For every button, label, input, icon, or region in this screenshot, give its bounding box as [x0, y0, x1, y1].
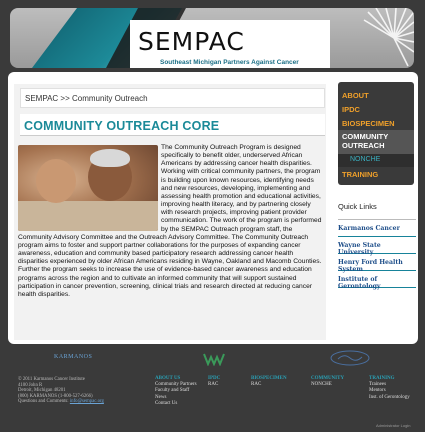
footer-link[interactable]: Community Partners: [155, 382, 197, 388]
quick-link-henry-ford[interactable]: Henry Ford Health System: [338, 254, 416, 271]
breadcrumb[interactable]: SEMPAC >> Community Outreach: [20, 88, 325, 108]
quick-links-title: Quick Links: [338, 200, 416, 220]
footer-col-ipdc: [208, 376, 220, 388]
contact-email-link[interactable]: info@sempac.org: [69, 399, 104, 405]
site-tagline: Southeast Michigan Partners Against Cancer: [160, 59, 299, 66]
sunburst-graphic: [324, 8, 414, 68]
quick-links: [338, 200, 416, 288]
footer-link[interactable]: Faculty and Staff: [155, 388, 190, 394]
nav-item-ipdc[interactable]: IPDC: [342, 105, 360, 114]
footer-col-about: [155, 376, 197, 407]
footer-address: [18, 377, 104, 405]
footer-heading[interactable]: BIOSPECIMEN: [251, 376, 287, 381]
footer-heading[interactable]: IPDC: [208, 376, 221, 381]
footer-link[interactable]: Inst. of Gerontology: [369, 394, 410, 400]
body-paragraph-text: The Community Outreach Program is designed specifically to benefit older, underserved African Americans by addressing cancer health disparities. Working with critical community partners, the program is building upon known resources, identifying needs and new resources, developing, implementing and assessing health promotion and educational activities, improving health literacy, and by partnering closely with research projects, improving patient provider communication. The work of the program is performed by the SEMPAC Outreach program staff, the Community Advisory Committee and the Outreach Advisory Committee. The Community Outreach program aims to foster and support partner collaborations for the purposes of expanding cancer awareness, education and community based participatory research addressing cancer health disparities experienced by older African Americans residing in Wayne, Oakland and Macomb Counties. Further the program seeks to increase the use of evidence-based cancer awareness and education programs across the region and to cultivate an informed community that will support sustained participation in cancer prevention, screening, clinical trials and research directed at reducing cancer health disparities.: [18, 144, 322, 298]
nav-item-biospecimen[interactable]: BIOSPECIMEN: [342, 119, 395, 128]
henry-ford-logo[interactable]: [330, 350, 370, 366]
footer-link[interactable]: Mentors: [369, 388, 386, 394]
quick-link-karmanos[interactable]: Karmanos Cancer: [338, 220, 416, 237]
footer-link[interactable]: News: [155, 394, 167, 400]
address-line: 4100 John R: [18, 382, 43, 388]
footer-heading[interactable]: TRAINING: [369, 376, 395, 381]
nav-item-training[interactable]: TRAINING: [342, 170, 379, 179]
address-line: © 2011 Karmanos Cancer Institute: [18, 377, 85, 382]
title-bar: [20, 114, 325, 136]
footer-link[interactable]: Trainees: [369, 382, 387, 388]
quick-link-gerontology[interactable]: Institute of Gerontology: [338, 271, 416, 288]
site-footer: [8, 350, 418, 420]
nav-item-community-outreach[interactable]: COMMUNITY OUTREACH: [338, 130, 414, 154]
site-header: [10, 8, 414, 68]
footer-link[interactable]: Contact Us: [155, 400, 178, 406]
content-area: [14, 84, 326, 340]
footer-link[interactable]: RAC: [251, 382, 262, 388]
footer-col-training: [369, 376, 410, 401]
nav-item-about[interactable]: ABOUT: [342, 91, 369, 100]
karmanos-logo[interactable]: KARMANOS: [54, 354, 93, 360]
site-logo[interactable]: SEMPAC: [138, 27, 245, 56]
body-paragraph: [18, 144, 323, 299]
side-nav: [338, 82, 414, 185]
main-panel: [8, 72, 418, 344]
quick-link-wayne-state[interactable]: Wayne State University: [338, 237, 416, 254]
footer-col-community: [311, 376, 344, 388]
address-line: Detroit, Michigan 48201: [18, 388, 66, 394]
contact-label: Questions and Comments:: [18, 399, 69, 405]
footer-link[interactable]: RAC: [208, 382, 219, 388]
footer-heading[interactable]: ABOUT US: [155, 376, 181, 381]
page-title: COMMUNITY OUTREACH CORE: [24, 119, 220, 133]
footer-link[interactable]: NONCHE: [311, 382, 332, 388]
nav-subitem-nonche[interactable]: NONCHE: [338, 154, 414, 167]
footer-col-biospecimen: [251, 376, 287, 388]
footer-heading[interactable]: COMMUNITY: [311, 376, 345, 381]
wayne-state-logo[interactable]: [203, 352, 225, 366]
address-line: (800) KARMANOS (1-800-527-6266): [18, 393, 93, 399]
admin-login-link[interactable]: Administrator Login: [376, 423, 411, 428]
